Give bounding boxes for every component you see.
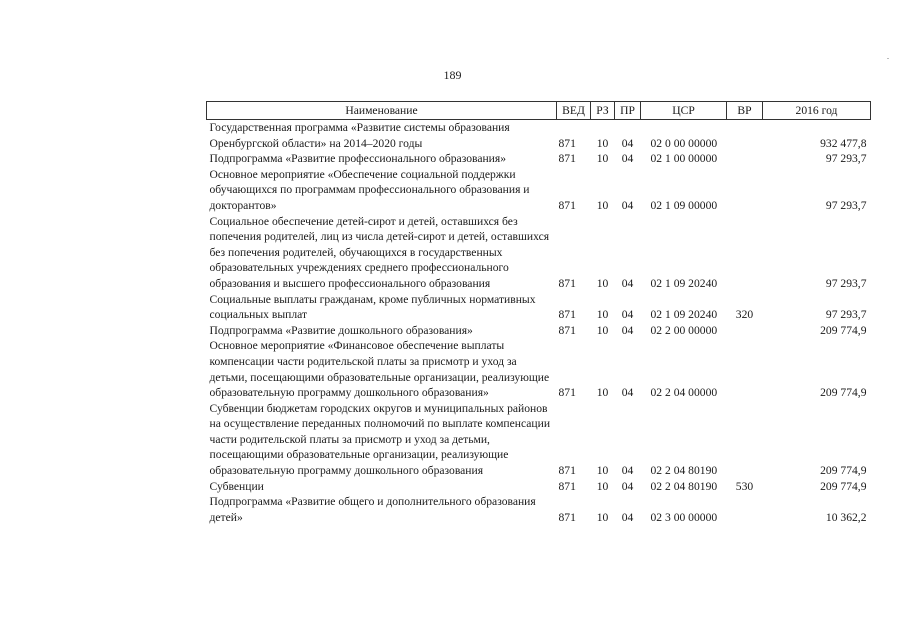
cell-sum: 209 774,9 bbox=[820, 464, 867, 478]
cell-pr: 04 bbox=[621, 308, 634, 322]
cell-name: Подпрограмма «Развитие профессионального образования» bbox=[209, 152, 507, 166]
cell-name: Субвенции бюджетам городских округов и муниципальных районов на осуществление переданных полномочий по выплате компенсации части родительской платы за присмотр и уход за детьми, посещающими образовательные организации, реализующие образовательную программу дошкольного образования bbox=[209, 401, 551, 478]
cell-name: Государственная программа «Развитие системы образования Оренбургской области» на 2014–2020 годы bbox=[209, 121, 510, 150]
cell-sum: 209 774,9 bbox=[820, 386, 867, 400]
cell-rz: 10 bbox=[596, 464, 609, 478]
cell-vr: 530 bbox=[735, 479, 754, 493]
cell-rz: 10 bbox=[596, 479, 609, 493]
header-sum: 2016 год bbox=[763, 102, 871, 120]
cell-sum: 97 293,7 bbox=[825, 276, 867, 290]
cell-sum: 97 293,7 bbox=[825, 308, 867, 322]
cell-ved: 871 bbox=[558, 323, 576, 337]
cell-pr: 04 bbox=[621, 198, 634, 212]
cell-vr bbox=[727, 401, 763, 479]
cell-ved: 871 bbox=[558, 510, 576, 524]
cell-ved: 871 bbox=[558, 198, 576, 212]
table-body bbox=[207, 120, 871, 526]
cell-sum: 209 774,9 bbox=[820, 323, 867, 337]
cell-name: Подпрограмма «Развитие общего и дополнительного образования детей» bbox=[209, 495, 536, 524]
cell-pr: 04 bbox=[621, 136, 634, 150]
header-row bbox=[207, 102, 871, 120]
cell-csr: 02 3 00 00000 bbox=[650, 510, 718, 524]
cell-sum: 97 293,7 bbox=[825, 198, 867, 212]
cell-rz: 10 bbox=[596, 308, 609, 322]
table-row bbox=[207, 494, 871, 525]
cell-csr: 02 2 00 00000 bbox=[650, 323, 718, 337]
cell-csr: 02 1 09 20240 bbox=[650, 308, 718, 322]
cell-rz: 10 bbox=[596, 276, 609, 290]
cell-csr: 02 2 04 80190 bbox=[650, 464, 718, 478]
cell-rz: 10 bbox=[596, 510, 609, 524]
table-row bbox=[207, 214, 871, 292]
header-pr: ПР bbox=[615, 102, 641, 120]
cell-ved: 871 bbox=[558, 276, 576, 290]
cell-csr: 02 1 00 00000 bbox=[650, 152, 718, 166]
cell-pr: 04 bbox=[621, 276, 634, 290]
cell-csr: 02 0 00 00000 bbox=[650, 136, 718, 150]
cell-pr: 04 bbox=[621, 152, 634, 166]
cell-pr: 04 bbox=[621, 464, 634, 478]
cell-pr: 04 bbox=[621, 386, 634, 400]
cell-rz: 10 bbox=[596, 152, 609, 166]
table-row bbox=[207, 292, 871, 323]
cell-csr: 02 2 04 80190 bbox=[650, 479, 718, 493]
cell-ved: 871 bbox=[558, 386, 576, 400]
table-row bbox=[207, 120, 871, 152]
cell-ved: 871 bbox=[558, 152, 576, 166]
cell-name: Социальные выплаты гражданам, кроме публичных нормативных социальных выплат bbox=[209, 292, 536, 322]
table-header bbox=[207, 102, 871, 120]
cell-sum: 10 362,2 bbox=[825, 510, 867, 524]
header-ved: ВЕД bbox=[557, 102, 591, 120]
cell-csr: 02 2 04 00000 bbox=[650, 386, 718, 400]
cell-vr bbox=[727, 151, 763, 167]
cell-sum: 209 774,9 bbox=[820, 479, 867, 493]
cell-vr bbox=[727, 167, 763, 214]
cell-vr bbox=[727, 494, 763, 525]
header-name: Наименование bbox=[207, 102, 557, 120]
cell-rz: 10 bbox=[596, 136, 609, 150]
table-row bbox=[207, 479, 871, 495]
cell-name: Субвенции bbox=[209, 479, 264, 493]
cell-ved: 871 bbox=[558, 308, 576, 322]
cell-pr: 04 bbox=[621, 510, 634, 524]
table-row bbox=[207, 167, 871, 214]
cell-rz: 10 bbox=[596, 323, 609, 337]
cell-rz: 10 bbox=[596, 198, 609, 212]
table-row bbox=[207, 401, 871, 479]
cell-csr: 02 1 09 00000 bbox=[650, 198, 718, 212]
header-rz: РЗ bbox=[591, 102, 615, 120]
cell-ved: 871 bbox=[558, 479, 576, 493]
cell-sum: 97 293,7 bbox=[825, 152, 867, 166]
cell-name: Основное мероприятие «Финансовое обеспечение выплаты компенсации части родительской платы за присмотр и уход за детьми, посещающими образовательные организации, реализующие образовательную программу дошкольного образования» bbox=[209, 339, 550, 400]
budget-table bbox=[206, 101, 871, 525]
header-csr: ЦСР bbox=[641, 102, 727, 120]
cell-csr: 02 1 09 20240 bbox=[650, 276, 718, 290]
scan-artifact bbox=[887, 58, 889, 59]
cell-ved: 871 bbox=[558, 464, 576, 478]
cell-ved: 871 bbox=[558, 136, 576, 150]
cell-vr bbox=[727, 214, 763, 292]
cell-vr: 320 bbox=[735, 308, 754, 322]
table-row bbox=[207, 151, 871, 167]
cell-vr bbox=[727, 338, 763, 400]
cell-name: Основное мероприятие «Обеспечение социальной поддержки обучающихся по программам профессионального образования и докторантов» bbox=[209, 167, 530, 212]
cell-pr: 04 bbox=[621, 323, 634, 337]
page-number: 189 bbox=[443, 68, 462, 82]
cell-name: Подпрограмма «Развитие дошкольного образования» bbox=[209, 323, 473, 337]
cell-rz: 10 bbox=[596, 386, 609, 400]
cell-vr bbox=[727, 323, 763, 339]
cell-vr bbox=[727, 120, 763, 152]
table-row bbox=[207, 338, 871, 400]
cell-name: Социальное обеспечение детей-сирот и детей, оставшихся без попечения родителей, лиц из числа детей-сирот и детей, оставшихся без попечения родителей, обучающихся в государственных образовательных учреждениях среднего профессионального образования и высшего профессионального образования bbox=[209, 214, 550, 290]
cell-pr: 04 bbox=[621, 479, 634, 493]
cell-sum: 932 477,8 bbox=[820, 136, 867, 150]
table-row bbox=[207, 323, 871, 339]
header-vr: ВР bbox=[727, 102, 763, 120]
